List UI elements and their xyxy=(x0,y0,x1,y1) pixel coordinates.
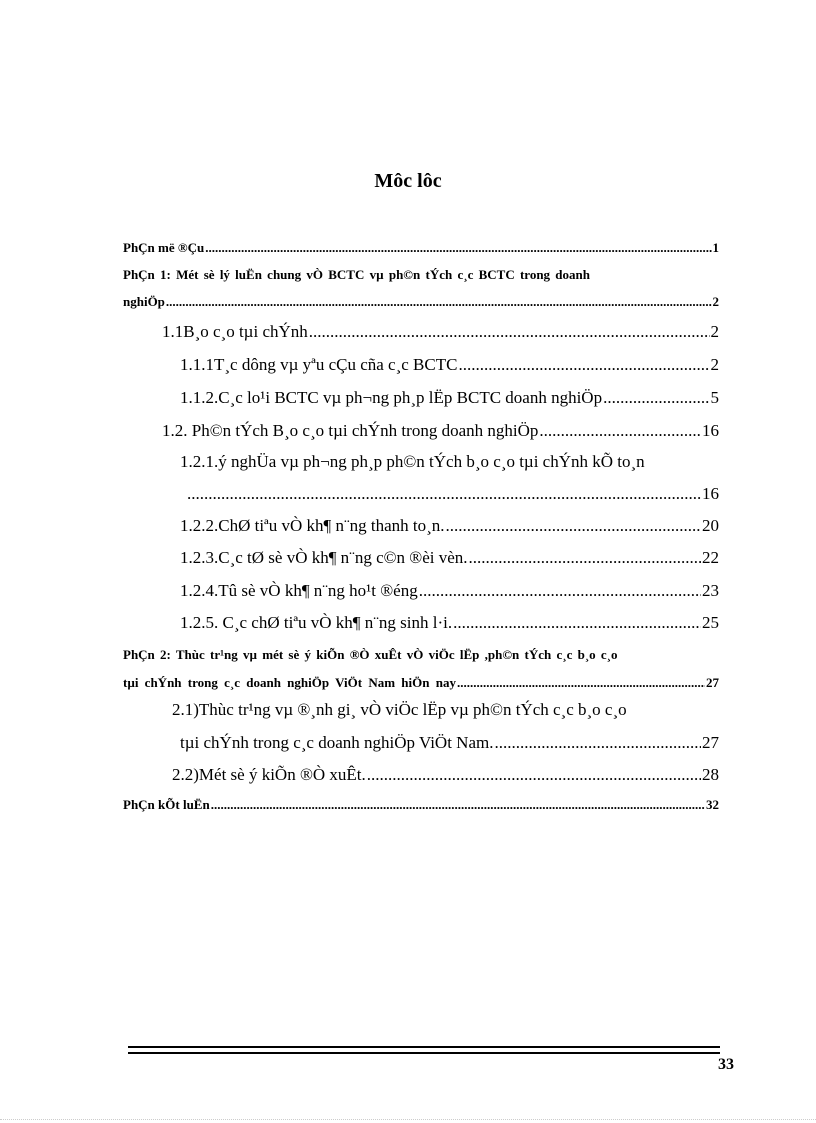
toc-entry-text: 1.1.1T¸c dông vµ yªu cÇu cña c¸c BCTC xyxy=(180,355,458,374)
toc-entry-text: 1.2.5. C¸c chØ tiªu vÒ kh¶ n¨ng sinh l·i. xyxy=(180,613,453,632)
toc-leader xyxy=(453,613,701,633)
page-edge-divider xyxy=(0,1119,816,1120)
toc-entry-text: 1.2.3.C¸c tØ sè vÒ kh¶ n¨ng c©n ®èi vèn. xyxy=(180,548,468,567)
toc-entry-page: 20 xyxy=(702,516,719,535)
toc-leader xyxy=(603,388,709,408)
toc-leader xyxy=(367,765,701,785)
toc-leader xyxy=(469,548,701,568)
toc-leader xyxy=(205,240,711,256)
toc-entry-text: 1.2.1.ý nghÜa vµ ph¬ng ph¸p ph©n tÝch b¸o c¸o tµi chÝnh kÕ to¸n xyxy=(180,452,645,471)
toc-leader xyxy=(494,733,701,753)
toc-leader xyxy=(446,516,701,536)
toc-entry xyxy=(186,484,719,504)
toc-entry-text: 1.1.2.C¸c lo¹i BCTC vµ ph¬ng ph¸p lËp BCTC doanh nghiÖp xyxy=(180,388,603,407)
toc-leader xyxy=(211,797,705,813)
footer-rule xyxy=(128,1046,720,1054)
toc-entry-page: 32 xyxy=(706,797,719,812)
toc-leader xyxy=(166,294,712,310)
toc-entry xyxy=(180,733,719,753)
toc-entry-text-cont: tµi chÝnh trong c¸c doanh nghiÖp ViÖt Nam hiÖn nay xyxy=(123,675,456,690)
toc-entry-text-cont: tµi chÝnh trong c¸c doanh nghiÖp ViÖt Nam. xyxy=(180,733,494,752)
toc-entry-text: PhÇn kÕt luËn xyxy=(123,797,210,812)
toc-leader xyxy=(187,484,701,504)
toc-entry xyxy=(123,294,719,310)
toc-entry-page: 28 xyxy=(702,765,719,784)
toc-entry-text: PhÇn 2: Thùc tr¹ng vµ mét sè ý kiÕn ®Ò xuÊt vÒ viÖc lËp ,ph©n tÝch c¸c b¸o c¸o xyxy=(123,647,618,662)
toc-entry xyxy=(180,516,719,536)
toc-entry-text-cont: nghiÖp xyxy=(123,294,165,309)
toc-entry-page: 1 xyxy=(712,240,719,255)
toc-entry xyxy=(123,675,719,691)
toc-entry-text: 1.1B¸o c¸o tµi chÝnh xyxy=(162,322,308,341)
toc-leader xyxy=(458,355,709,375)
toc-entry xyxy=(162,322,719,342)
toc-entry-page: 2 xyxy=(712,294,719,309)
toc-entry-page: 2 xyxy=(710,322,719,341)
toc-leader xyxy=(457,675,705,691)
toc-entry-text: 1.2.4.Tû sè vÒ kh¶ n¨ng ho¹t ®éng xyxy=(180,581,418,600)
toc-entry xyxy=(180,613,719,633)
page-number: 33 xyxy=(718,1056,734,1073)
toc-entry xyxy=(123,797,719,813)
toc-entry-page: 2 xyxy=(710,355,719,374)
toc-entry-page: 5 xyxy=(710,388,719,407)
toc-entry-page: 27 xyxy=(706,675,719,690)
toc-entry xyxy=(180,355,719,375)
toc-entry xyxy=(180,581,719,601)
toc-leader xyxy=(419,581,701,601)
toc-leader xyxy=(539,421,701,441)
toc-entry-text: PhÇn 1: Mét sè lý luËn chung vÒ BCTC vµ ph©n tÝch c¸c BCTC trong doanh xyxy=(123,267,590,282)
toc-leader xyxy=(309,322,710,342)
toc-entry xyxy=(123,240,719,256)
toc-entry-text: 1.2.2.ChØ tiªu vÒ kh¶ n¨ng thanh to¸n. xyxy=(180,516,445,535)
toc-entry-text: 2.1)Thùc tr¹ng vµ ®¸nh gi¸ vÒ viÖc lËp vµ ph©n tÝch c¸c b¸o c¸o xyxy=(172,700,627,719)
toc-entry-page: 16 xyxy=(702,421,719,440)
toc-entry-text: 1.2. Ph©n tÝch B¸o c¸o tµi chÝnh trong doanh nghiÖp xyxy=(162,421,539,440)
toc-entry-page: 25 xyxy=(702,613,719,632)
toc-entry-page: 27 xyxy=(702,733,719,752)
toc-entry xyxy=(180,388,719,408)
toc-entry-page: 16 xyxy=(702,484,719,503)
toc-entry-page: 22 xyxy=(702,548,719,567)
toc-entry-text: PhÇn më ®Çu xyxy=(123,240,205,255)
toc-entry xyxy=(180,548,719,568)
toc-title: Môc lôc xyxy=(374,170,442,192)
toc-entry-page: 23 xyxy=(702,581,719,600)
toc-entry xyxy=(162,421,719,441)
toc-entry xyxy=(172,765,719,785)
toc-entry-text: 2.2)Mét sè ý kiÕn ®Ò xuÊt. xyxy=(172,765,366,784)
